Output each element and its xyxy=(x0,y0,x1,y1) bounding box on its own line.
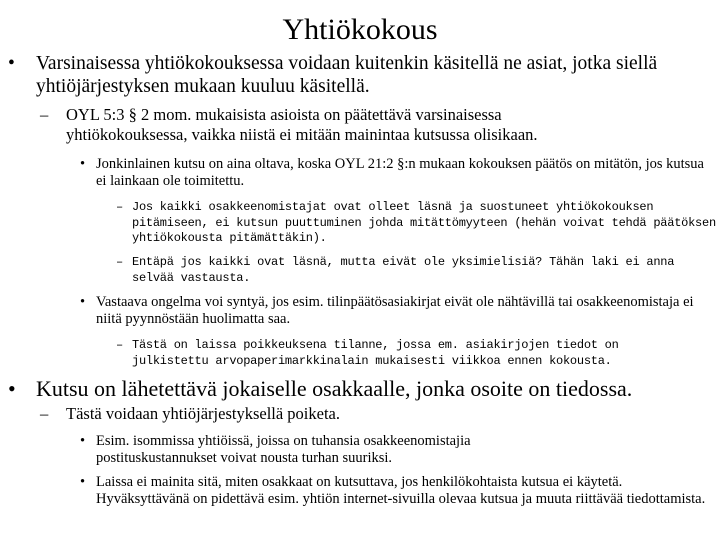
bullet-item xyxy=(0,156,718,190)
bullet-item xyxy=(0,200,718,247)
dash-marker: – xyxy=(40,105,49,124)
bullet-text: Entäpä jos kaikki ovat läsnä, mutta eivät ole yksimielisiä? Tähän laki ei anna selvää vastausta. xyxy=(132,255,675,285)
bullet-item xyxy=(0,338,718,369)
bullet-item xyxy=(0,105,690,145)
bullet-text: Kutsu on lähetettävä jokaiselle osakkaalle, jonka osoite on tiedossa. xyxy=(36,376,633,401)
bullet-text: Varsinaisessa yhtiökokouksessa voidaan kuitenkin käsitellä ne asiat, jotka siellä yhtiöjärjestyksen mukaan kuuluu käsitellä. xyxy=(36,53,658,97)
bullet-item xyxy=(0,433,718,467)
bullet-text: Laissa ei mainita sitä, miten osakkaat on kutsuttava, jos henkilökohtaista kutsua ei käytetä. Hyväksyttävänä on pidettävä esim. yhtiön internet-sivuilla olevaa kutsua ja muuta riittävää tiedottamista. xyxy=(96,474,706,507)
bullet-marker: • xyxy=(80,294,86,310)
dash-marker: – xyxy=(116,200,123,214)
dash-marker: – xyxy=(40,404,49,423)
bullet-text: Esim. isommissa yhtiöissä, joissa on tuhansia osakkeenomistajia postituskustannukset voivat nousta turhan suuriksi. xyxy=(96,433,471,466)
bullet-item xyxy=(0,294,718,328)
bullet-marker: • xyxy=(80,474,86,490)
bullet-text: Jos kaikki osakkeenomistajat ovat olleet läsnä ja suostuneet yhtiökokouksen pitämiseen, ei kutsun puuttuminen johda mitättömyyteen (hehän voivat tehdä päätöksen yhtiökokousta pitämättäkin). xyxy=(132,200,716,245)
bullet-text: Vastaava ongelma voi syntyä, jos esim. tilinpäätösasiakirjat eivät ole nähtävillä tai osakkeenomistaja ei niitä pyynnöstään huolimatta saa. xyxy=(96,294,694,327)
bullet-item xyxy=(0,474,718,508)
bullet-marker: • xyxy=(8,53,15,74)
dash-marker: – xyxy=(116,255,123,269)
bullet-marker: • xyxy=(8,376,16,401)
bullet-marker: • xyxy=(80,433,86,449)
bullet-item xyxy=(0,255,718,286)
bullet-item xyxy=(0,376,718,402)
slide-title: Yhtiökokous xyxy=(282,13,438,46)
bullet-item xyxy=(0,404,690,424)
bullet-text: Jonkinlainen kutsu on aina oltava, koska OYL 21:2 §:n mukaan kokouksen päätös on mitätön, jos kutsua ei lainkaan ole toimitettu. xyxy=(96,156,704,189)
bullet-text: Tästä on laissa poikkeuksena tilanne, jossa em. asiakirjojen tiedot on julkistettu arvopaperimarkkinalain mukaisesti viikkoa ennen kokousta. xyxy=(132,338,619,368)
bullet-text: OYL 5:3 § 2 mom. mukaisista asioista on päätettävä varsinaisessa yhtiökokouksessa, vaikka niistä ei mitään mainintaa kutsussa olisikaan. xyxy=(66,105,538,144)
bullet-text: Tästä voidaan yhtiöjärjestyksellä poiketa. xyxy=(66,404,340,423)
dash-marker: – xyxy=(116,338,123,352)
bullet-marker: • xyxy=(80,156,86,172)
bullet-item xyxy=(0,52,700,98)
